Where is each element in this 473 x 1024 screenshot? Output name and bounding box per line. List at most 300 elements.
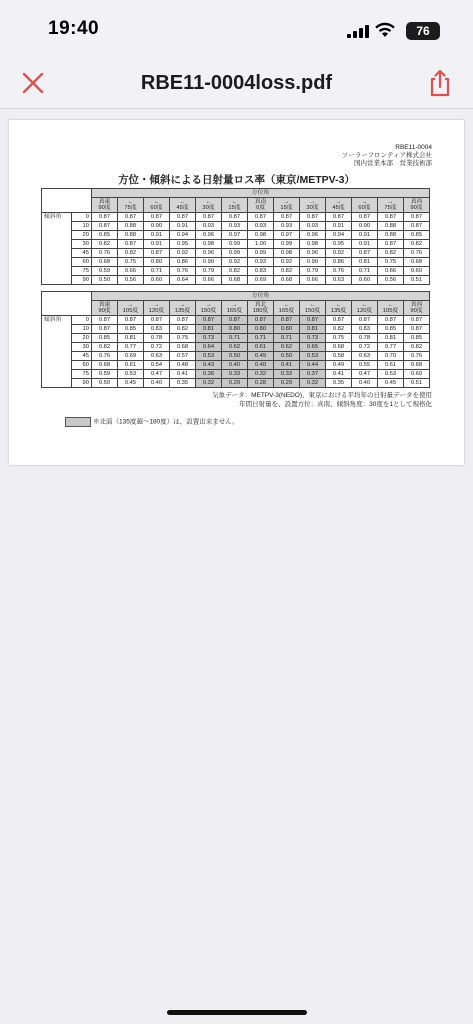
table-cell: 0.33 bbox=[222, 370, 248, 379]
table-cell: 0.99 bbox=[274, 240, 300, 249]
table-cell: 0.90 bbox=[144, 222, 170, 231]
table-cell: 0.94 bbox=[326, 231, 352, 240]
table-cell: 0.82 bbox=[170, 325, 196, 334]
cellular-signal-icon bbox=[347, 25, 369, 38]
table-cell: 0.92 bbox=[222, 258, 248, 267]
table-cell: 0.85 bbox=[404, 334, 430, 343]
table-cell: 0.41 bbox=[326, 370, 352, 379]
table-cell: 0.87 bbox=[352, 316, 378, 325]
table-cell: 0.95 bbox=[170, 240, 196, 249]
table-cell: 0.44 bbox=[300, 361, 326, 370]
tilt-value: 60 bbox=[72, 258, 92, 267]
direction-arrow: → bbox=[205, 301, 212, 308]
close-icon[interactable] bbox=[20, 70, 46, 96]
table-row bbox=[42, 316, 430, 325]
azimuth-header: 方位角 bbox=[92, 292, 430, 301]
tilt-value: 60 bbox=[72, 361, 92, 370]
table-cell: 0.87 bbox=[196, 213, 222, 222]
table-cell: 0.87 bbox=[92, 222, 118, 231]
table-cell: 0.62 bbox=[274, 343, 300, 352]
tilt-value: 75 bbox=[72, 267, 92, 276]
table-row bbox=[42, 222, 430, 231]
table-cell: 0.61 bbox=[378, 361, 404, 370]
tilt-label: 傾斜角 bbox=[42, 316, 72, 388]
table-cell: 0.29 bbox=[274, 379, 300, 388]
table-cell: 0.48 bbox=[170, 361, 196, 370]
table-cell: 0.53 bbox=[118, 370, 144, 379]
direction-arrow: ← bbox=[387, 301, 394, 308]
table-cell: 0.32 bbox=[300, 379, 326, 388]
table-cell: 0.53 bbox=[300, 352, 326, 361]
table-cell: 0.36 bbox=[196, 370, 222, 379]
table-cell: 0.33 bbox=[274, 370, 300, 379]
table-cell: 0.87 bbox=[118, 316, 144, 325]
table-cell: 0.60 bbox=[352, 276, 378, 285]
table-cell: 0.95 bbox=[326, 240, 352, 249]
table-cell: 0.54 bbox=[144, 361, 170, 370]
direction-degrees: 105度 bbox=[382, 308, 399, 314]
table-cell: 0.60 bbox=[144, 276, 170, 285]
table-cell: 0.47 bbox=[144, 370, 170, 379]
table-cell: 0.35 bbox=[326, 379, 352, 388]
table-cell: 0.69 bbox=[248, 276, 274, 285]
table-cell: 0.87 bbox=[300, 213, 326, 222]
direction-arrow: 真東 bbox=[98, 301, 111, 308]
tilt-value: 90 bbox=[72, 276, 92, 285]
table-cell: 0.93 bbox=[248, 258, 274, 267]
table-cell: 0.87 bbox=[300, 316, 326, 325]
direction-degrees: 135度 bbox=[174, 308, 191, 314]
table-cell: 0.56 bbox=[378, 276, 404, 285]
table-cell: 0.82 bbox=[404, 343, 430, 352]
direction-arrow: → bbox=[387, 198, 394, 205]
table-cell: 0.47 bbox=[352, 370, 378, 379]
table-cell: 0.81 bbox=[352, 258, 378, 267]
table-cell: 0.88 bbox=[378, 222, 404, 231]
table-cell: 0.93 bbox=[222, 222, 248, 231]
table-cell: 0.80 bbox=[248, 325, 274, 334]
table-cell: 0.53 bbox=[196, 352, 222, 361]
table-cell: 0.96 bbox=[196, 231, 222, 240]
table-cell: 0.87 bbox=[326, 213, 352, 222]
direction-header-cell bbox=[352, 198, 378, 213]
direction-degrees: 90度 bbox=[98, 205, 111, 211]
table-cell: 0.51 bbox=[404, 276, 430, 285]
table-cell: 0.76 bbox=[404, 249, 430, 258]
table-cell: 0.41 bbox=[274, 361, 300, 370]
direction-arrow: 真東 bbox=[98, 198, 111, 205]
direction-degrees: 165度 bbox=[226, 308, 243, 314]
table-cell: 0.56 bbox=[118, 276, 144, 285]
direction-degrees: 105度 bbox=[122, 308, 139, 314]
table-header-row bbox=[42, 198, 430, 213]
table-cell: 0.55 bbox=[352, 361, 378, 370]
table-cell: 0.99 bbox=[222, 240, 248, 249]
table-cell: 0.71 bbox=[222, 334, 248, 343]
direction-header-cell bbox=[144, 301, 170, 316]
table-cell: 0.59 bbox=[92, 370, 118, 379]
direction-arrow: ← bbox=[335, 301, 342, 308]
direction-header-cell bbox=[118, 301, 144, 316]
direction-header-cell bbox=[222, 198, 248, 213]
direction-header-cell bbox=[326, 301, 352, 316]
table-cell: 0.85 bbox=[118, 325, 144, 334]
table-cell: 0.80 bbox=[274, 325, 300, 334]
direction-header-cell bbox=[170, 198, 196, 213]
table-cell: 0.87 bbox=[352, 249, 378, 258]
loss-table-south bbox=[41, 188, 430, 285]
direction-arrow: 真西 bbox=[410, 301, 423, 308]
table-row bbox=[42, 240, 430, 249]
table-cell: 0.66 bbox=[378, 267, 404, 276]
table-cell: 0.96 bbox=[300, 249, 326, 258]
tilt-value: 0 bbox=[72, 316, 92, 325]
table-cell: 0.87 bbox=[222, 316, 248, 325]
direction-header-cell bbox=[352, 301, 378, 316]
table-cell: 0.49 bbox=[326, 361, 352, 370]
table-cell: 0.87 bbox=[92, 316, 118, 325]
table-cell: 0.76 bbox=[170, 267, 196, 276]
table-cell: 0.75 bbox=[378, 258, 404, 267]
table-cell: 0.96 bbox=[300, 231, 326, 240]
table-cell: 0.45 bbox=[378, 379, 404, 388]
tilt-value: 90 bbox=[72, 379, 92, 388]
table-cell: 0.87 bbox=[274, 316, 300, 325]
table-cell: 0.75 bbox=[326, 334, 352, 343]
table-cell: 0.87 bbox=[404, 316, 430, 325]
department-name: 国内営業本部 営業技術部 bbox=[354, 160, 432, 167]
table-cell: 0.85 bbox=[404, 231, 430, 240]
table-row bbox=[42, 276, 430, 285]
direction-arrow: → bbox=[309, 198, 316, 205]
tilt-value: 75 bbox=[72, 370, 92, 379]
doc-code: RBE11-0004 bbox=[395, 144, 432, 151]
table-cell: 0.87 bbox=[144, 213, 170, 222]
table-cell: 0.87 bbox=[248, 316, 274, 325]
table-cell: 0.68 bbox=[404, 258, 430, 267]
status-bar bbox=[0, 0, 473, 60]
table-row bbox=[42, 343, 430, 352]
table-cell: 0.78 bbox=[144, 334, 170, 343]
table-cell: 0.91 bbox=[144, 231, 170, 240]
table-cell: 0.91 bbox=[144, 240, 170, 249]
table-cell: 0.91 bbox=[326, 222, 352, 231]
table-cell: 0.80 bbox=[144, 258, 170, 267]
table-row bbox=[42, 334, 430, 343]
direction-header-cell bbox=[274, 301, 300, 316]
document-header bbox=[342, 144, 432, 168]
direction-header-cell bbox=[404, 198, 430, 213]
table-cell: 0.78 bbox=[352, 334, 378, 343]
table-row bbox=[42, 379, 430, 388]
table-cell: 0.82 bbox=[92, 343, 118, 352]
table-cell: 0.94 bbox=[170, 231, 196, 240]
table-cell: 0.87 bbox=[404, 213, 430, 222]
direction-degrees: 180度 bbox=[252, 308, 269, 314]
direction-degrees: 75度 bbox=[384, 205, 397, 211]
table-cell: 0.99 bbox=[222, 249, 248, 258]
table-cell: 0.93 bbox=[274, 222, 300, 231]
table-cell: 0.85 bbox=[378, 325, 404, 334]
legend-swatch bbox=[65, 417, 91, 427]
table-cell: 0.40 bbox=[248, 361, 274, 370]
table-cell: 0.87 bbox=[118, 240, 144, 249]
table-cell: 0.87 bbox=[196, 316, 222, 325]
table-cell: 0.81 bbox=[300, 325, 326, 334]
table-cell: 0.72 bbox=[144, 343, 170, 352]
direction-arrow: → bbox=[361, 198, 368, 205]
table-cell: 0.64 bbox=[196, 343, 222, 352]
direction-header-cell bbox=[92, 301, 118, 316]
table-cell: 0.87 bbox=[352, 213, 378, 222]
table-cell: 0.65 bbox=[300, 343, 326, 352]
table-cell: 0.98 bbox=[196, 240, 222, 249]
table-cell: 0.87 bbox=[378, 316, 404, 325]
table-cell: 0.92 bbox=[170, 249, 196, 258]
table-cell: 0.82 bbox=[326, 325, 352, 334]
direction-degrees: 60度 bbox=[358, 205, 371, 211]
table-cell: 0.35 bbox=[170, 379, 196, 388]
table-cell: 0.88 bbox=[378, 231, 404, 240]
table-cell: 0.97 bbox=[222, 231, 248, 240]
table-cell: 0.76 bbox=[404, 352, 430, 361]
table-row bbox=[42, 370, 430, 379]
table-cell: 0.85 bbox=[92, 231, 118, 240]
table-row bbox=[42, 325, 430, 334]
table-cell: 0.86 bbox=[326, 258, 352, 267]
share-icon[interactable] bbox=[427, 68, 453, 98]
table-row bbox=[42, 258, 430, 267]
header-blank-cell bbox=[42, 189, 92, 213]
direction-degrees: 150度 bbox=[200, 308, 217, 314]
direction-header-cell bbox=[196, 198, 222, 213]
header-blank-cell bbox=[42, 292, 92, 316]
table-cell: 0.91 bbox=[170, 222, 196, 231]
tilt-value: 10 bbox=[72, 325, 92, 334]
tilt-value: 20 bbox=[72, 231, 92, 240]
direction-degrees: 15度 bbox=[280, 205, 293, 211]
wifi-icon bbox=[374, 22, 396, 38]
table-cell: 0.66 bbox=[300, 276, 326, 285]
direction-arrow: ← bbox=[231, 198, 238, 205]
table-row bbox=[42, 213, 430, 222]
table-cell: 0.58 bbox=[326, 352, 352, 361]
direction-header-cell bbox=[378, 198, 404, 213]
direction-degrees: 45度 bbox=[332, 205, 345, 211]
direction-header-cell bbox=[222, 301, 248, 316]
table-cell: 0.83 bbox=[248, 267, 274, 276]
direction-arrow: ← bbox=[179, 198, 186, 205]
tilt-value: 10 bbox=[72, 222, 92, 231]
direction-arrow: ← bbox=[205, 198, 212, 205]
direction-header-cell bbox=[144, 198, 170, 213]
table-cell: 0.82 bbox=[92, 240, 118, 249]
table-cell: 0.87 bbox=[118, 213, 144, 222]
table-cell: 0.81 bbox=[378, 334, 404, 343]
table-cell: 0.60 bbox=[404, 370, 430, 379]
tilt-value: 20 bbox=[72, 334, 92, 343]
table-cell: 0.90 bbox=[352, 222, 378, 231]
direction-header-cell bbox=[404, 301, 430, 316]
table-row bbox=[42, 267, 430, 276]
table-row bbox=[42, 361, 430, 370]
table-cell: 0.72 bbox=[352, 343, 378, 352]
table-cell: 0.28 bbox=[248, 379, 274, 388]
table-cell: 0.71 bbox=[352, 267, 378, 276]
direction-arrow: → bbox=[231, 301, 238, 308]
table-cell: 0.96 bbox=[196, 249, 222, 258]
table-cell: 0.66 bbox=[118, 267, 144, 276]
direction-degrees: 60度 bbox=[150, 205, 163, 211]
table-cell: 0.83 bbox=[144, 325, 170, 334]
table-cell: 0.83 bbox=[352, 325, 378, 334]
status-time: 19:40 bbox=[48, 18, 100, 39]
direction-header-cell bbox=[300, 301, 326, 316]
table-cell: 0.87 bbox=[170, 316, 196, 325]
direction-arrow: 真西 bbox=[410, 198, 423, 205]
table-cell: 0.87 bbox=[144, 316, 170, 325]
table-cell: 0.50 bbox=[92, 379, 118, 388]
table-cell: 0.98 bbox=[274, 249, 300, 258]
table-cell: 0.75 bbox=[118, 258, 144, 267]
direction-header-cell bbox=[326, 198, 352, 213]
table-cell: 0.93 bbox=[300, 222, 326, 231]
table-cell: 0.90 bbox=[196, 258, 222, 267]
direction-degrees: 0度 bbox=[255, 205, 266, 211]
legend bbox=[65, 417, 239, 427]
direction-header-cell bbox=[118, 198, 144, 213]
direction-arrow: → bbox=[179, 301, 186, 308]
direction-degrees: 75度 bbox=[124, 205, 137, 211]
table-cell: 0.87 bbox=[170, 213, 196, 222]
table-row bbox=[42, 231, 430, 240]
table-cell: 0.76 bbox=[92, 249, 118, 258]
loss-table-north bbox=[41, 291, 430, 388]
table-cell: 0.85 bbox=[92, 334, 118, 343]
table-cell: 0.50 bbox=[274, 352, 300, 361]
table-cell: 0.49 bbox=[248, 352, 274, 361]
direction-degrees: 90度 bbox=[410, 308, 423, 314]
direction-degrees: 90度 bbox=[98, 308, 111, 314]
table-cell: 1.00 bbox=[248, 240, 274, 249]
table-cell: 0.75 bbox=[170, 334, 196, 343]
tilt-value: 45 bbox=[72, 352, 92, 361]
table-cell: 0.80 bbox=[222, 325, 248, 334]
direction-arrow: 真南 bbox=[254, 198, 267, 205]
table-header-row bbox=[42, 301, 430, 316]
table-header-row bbox=[42, 292, 430, 301]
direction-arrow: ← bbox=[283, 301, 290, 308]
table-cell: 0.91 bbox=[352, 231, 378, 240]
table-row bbox=[42, 249, 430, 258]
table-cell: 0.50 bbox=[92, 276, 118, 285]
legend-text: ※北面（135度超～180度）は、設置出来ません。 bbox=[93, 418, 239, 426]
table-cell: 0.97 bbox=[274, 231, 300, 240]
table-cell: 0.53 bbox=[378, 370, 404, 379]
table-cell: 0.90 bbox=[300, 258, 326, 267]
home-indicator bbox=[167, 1010, 307, 1015]
table-cell: 0.37 bbox=[300, 370, 326, 379]
direction-header-cell bbox=[196, 301, 222, 316]
direction-degrees: 15度 bbox=[228, 205, 241, 211]
pdf-page[interactable] bbox=[9, 120, 464, 465]
direction-arrow: → bbox=[335, 198, 342, 205]
table-cell: 0.87 bbox=[274, 213, 300, 222]
direction-arrow: 真北 bbox=[254, 301, 267, 308]
table-cell: 0.87 bbox=[378, 213, 404, 222]
table-cell: 0.68 bbox=[92, 361, 118, 370]
table-cell: 0.40 bbox=[222, 361, 248, 370]
direction-degrees: 150度 bbox=[304, 308, 321, 314]
direction-header-cell bbox=[300, 198, 326, 213]
table-cell: 0.68 bbox=[92, 258, 118, 267]
table-cell: 0.63 bbox=[144, 352, 170, 361]
note-line: 気象データ：METPV-3(NEDO)、東京における平均年の日射量データを使用 bbox=[212, 392, 432, 399]
table-cell: 0.82 bbox=[222, 267, 248, 276]
table-cell: 0.76 bbox=[326, 267, 352, 276]
table-cell: 0.70 bbox=[378, 352, 404, 361]
battery-indicator: 76 bbox=[406, 22, 440, 40]
tilt-value: 30 bbox=[72, 240, 92, 249]
table-cell: 0.79 bbox=[300, 267, 326, 276]
table-cell: 0.93 bbox=[248, 222, 274, 231]
table-cell: 0.99 bbox=[248, 249, 274, 258]
table-cell: 0.87 bbox=[144, 249, 170, 258]
direction-header-cell bbox=[248, 198, 274, 213]
table-cell: 0.82 bbox=[378, 249, 404, 258]
nav-bar bbox=[0, 60, 473, 109]
company-name: ソーラーフロンティア株式会社 bbox=[341, 152, 432, 159]
table-cell: 0.91 bbox=[352, 240, 378, 249]
table-cell: 0.79 bbox=[196, 267, 222, 276]
azimuth-header: 方位角 bbox=[92, 189, 430, 198]
page-title: 方位・傾斜による日射量ロス率（東京/METPV-3） bbox=[118, 174, 355, 186]
table-cell: 0.98 bbox=[248, 231, 274, 240]
table-cell: 0.45 bbox=[118, 379, 144, 388]
direction-degrees: 165度 bbox=[278, 308, 295, 314]
table-cell: 0.40 bbox=[144, 379, 170, 388]
table-cell: 0.50 bbox=[222, 352, 248, 361]
direction-arrow: → bbox=[127, 301, 134, 308]
direction-degrees: 90度 bbox=[410, 205, 423, 211]
table-cell: 0.29 bbox=[222, 379, 248, 388]
table-cell: 0.32 bbox=[196, 379, 222, 388]
table-cell: 0.88 bbox=[118, 222, 144, 231]
table-cell: 0.73 bbox=[196, 334, 222, 343]
table-cell: 0.87 bbox=[378, 240, 404, 249]
tilt-value: 45 bbox=[72, 249, 92, 258]
table-cell: 0.40 bbox=[352, 379, 378, 388]
direction-arrow: → bbox=[283, 198, 290, 205]
table-cell: 0.51 bbox=[404, 379, 430, 388]
table-cell: 0.76 bbox=[92, 352, 118, 361]
table-cell: 0.68 bbox=[274, 276, 300, 285]
table-cell: 0.82 bbox=[274, 267, 300, 276]
table-cell: 0.87 bbox=[404, 222, 430, 231]
direction-header-cell bbox=[274, 198, 300, 213]
direction-header-cell bbox=[92, 198, 118, 213]
direction-header-cell bbox=[170, 301, 196, 316]
direction-degrees: 45度 bbox=[176, 205, 189, 211]
table-row bbox=[42, 352, 430, 361]
table-cell: 0.66 bbox=[196, 276, 222, 285]
data-source-note bbox=[212, 392, 432, 409]
table-cell: 0.68 bbox=[170, 343, 196, 352]
direction-degrees: 120度 bbox=[148, 308, 165, 314]
table-cell: 0.59 bbox=[92, 267, 118, 276]
table-cell: 0.81 bbox=[118, 334, 144, 343]
table-cell: 0.87 bbox=[326, 316, 352, 325]
